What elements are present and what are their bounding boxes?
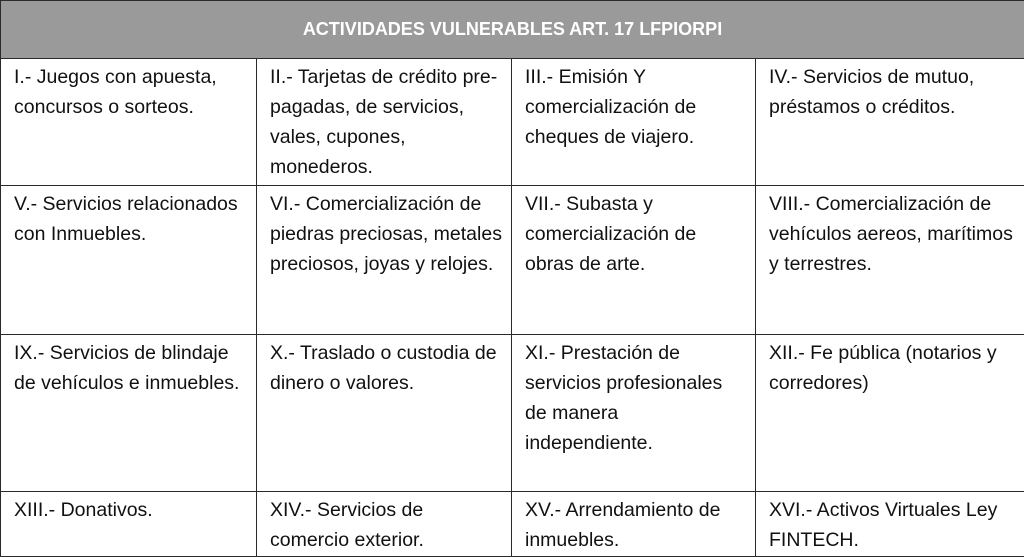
table-row [1, 335, 1024, 492]
table-cell: I.- Juegos con apuesta, concursos o sorteos. [1, 59, 257, 186]
table-row [1, 492, 1024, 557]
table-cell: XV.- Arrendamiento de inmuebles. [512, 492, 756, 557]
table-cell: XII.- Fe pública (notarios y corredores) [756, 335, 1024, 492]
table-title: ACTIVIDADES VULNERABLES ART. 17 LFPIORPI [1, 1, 1024, 59]
table-cell: XIII.- Donativos. [1, 492, 257, 557]
table-row [1, 59, 1024, 186]
table-cell: VI.- Comercialización de piedras preciosas, metales preciosos, joyas y relojes. [257, 186, 512, 335]
table-cell: XVI.- Activos Virtuales Ley FINTECH. [756, 492, 1024, 557]
table-cell: V.- Servicios relacionados con Inmuebles. [1, 186, 257, 335]
table-cell: XIV.- Servicios de comercio exterior. [257, 492, 512, 557]
table-cell: III.- Emisión Y comercialización de cheques de viajero. [512, 59, 756, 186]
table-header-row [1, 1, 1024, 59]
table-cell: IX.- Servicios de blindaje de vehículos e inmuebles. [1, 335, 257, 492]
table-cell: VIII.- Comercialización de vehículos aereos, marítimos y terrestres. [756, 186, 1024, 335]
table-cell: IV.- Servicios de mutuo, préstamos o créditos. [756, 59, 1024, 186]
table-cell: II.- Tarjetas de crédito pre-pagadas, de servicios, vales, cupones, monederos. [257, 59, 512, 186]
table-cell: VII.- Subasta y comercialización de obras de arte. [512, 186, 756, 335]
table-cell: X.- Traslado o custodia de dinero o valores. [257, 335, 512, 492]
table-cell: XI.- Prestación de servicios profesionales de manera independiente. [512, 335, 756, 492]
table-row [1, 186, 1024, 335]
